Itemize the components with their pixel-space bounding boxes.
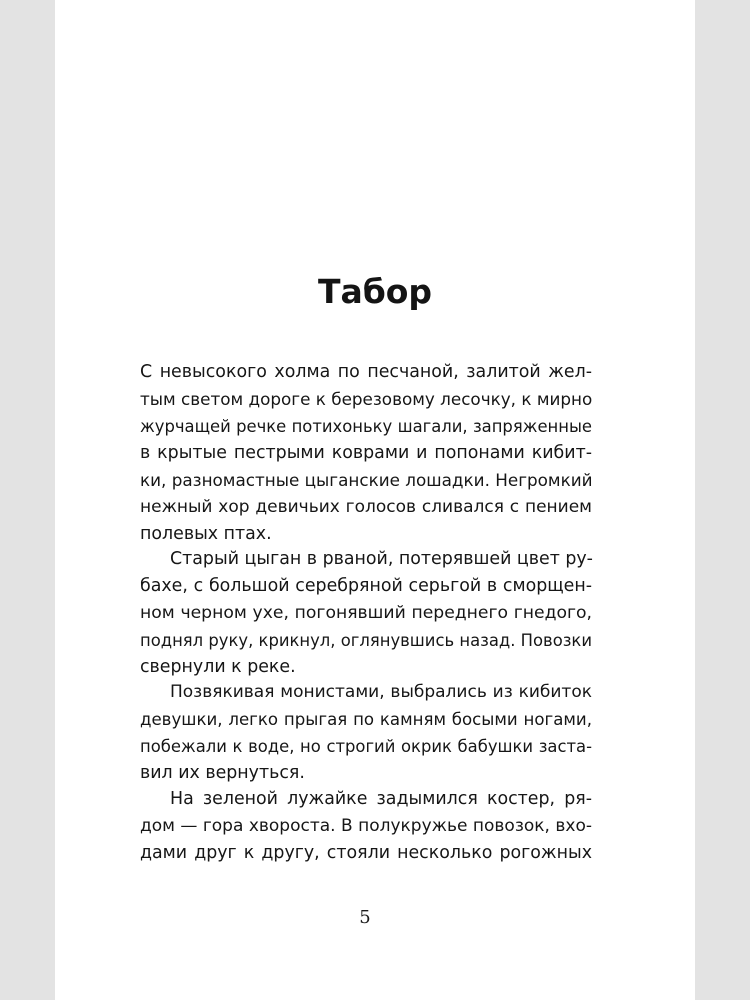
text-line: На зеленой лужайке задымился костер, ря- xyxy=(170,789,592,809)
text-line: ки, разномастные цыганские лошадки. Негромкий xyxy=(140,470,593,490)
page-number: 5 xyxy=(359,907,371,928)
text-line: Позвякивая монистами, выбрались из кибиток xyxy=(170,682,592,702)
text-line: девушки, легко прыгая по камням босыми ногами, xyxy=(140,710,592,729)
text-line: Старый цыган в рваной, потерявшей цвет ру- xyxy=(170,549,593,569)
text-line: нежный хор девичьих голосов сливался с пением xyxy=(140,497,592,517)
text-line: журчащей речке потихоньку шагали, запряженные xyxy=(140,417,592,436)
text-line: ном черном ухе, погонявший переднего гнедого, xyxy=(140,603,592,623)
text-line: поднял руку, крикнул, оглянувшись назад. Повозки xyxy=(140,631,592,650)
text-line: дами друг к другу, стояли несколько рогожных xyxy=(140,843,592,863)
text-line: дом — гора хвороста. В полукружье повозок, вхо- xyxy=(140,816,592,836)
text-line: тым светом дороге к березовому лесочку, к мирно xyxy=(140,389,593,409)
text-line: вил их вернуться. xyxy=(140,763,305,783)
text-line: свернули к реке. xyxy=(140,657,296,677)
text-line: бахе, с большой серебряной серьгой в сморщен- xyxy=(140,576,592,596)
text-line: побежали к воде, но строгий окрик бабушки заста- xyxy=(140,737,592,756)
text-line: С невысокого холма по песчаной, залитой жел- xyxy=(140,362,592,382)
text-line: в крытые пестрыми коврами и попонами кибит- xyxy=(140,443,592,463)
chapter-title: Табор xyxy=(317,272,433,311)
text-line: полевых птах. xyxy=(140,524,272,544)
book-page xyxy=(55,0,695,1000)
